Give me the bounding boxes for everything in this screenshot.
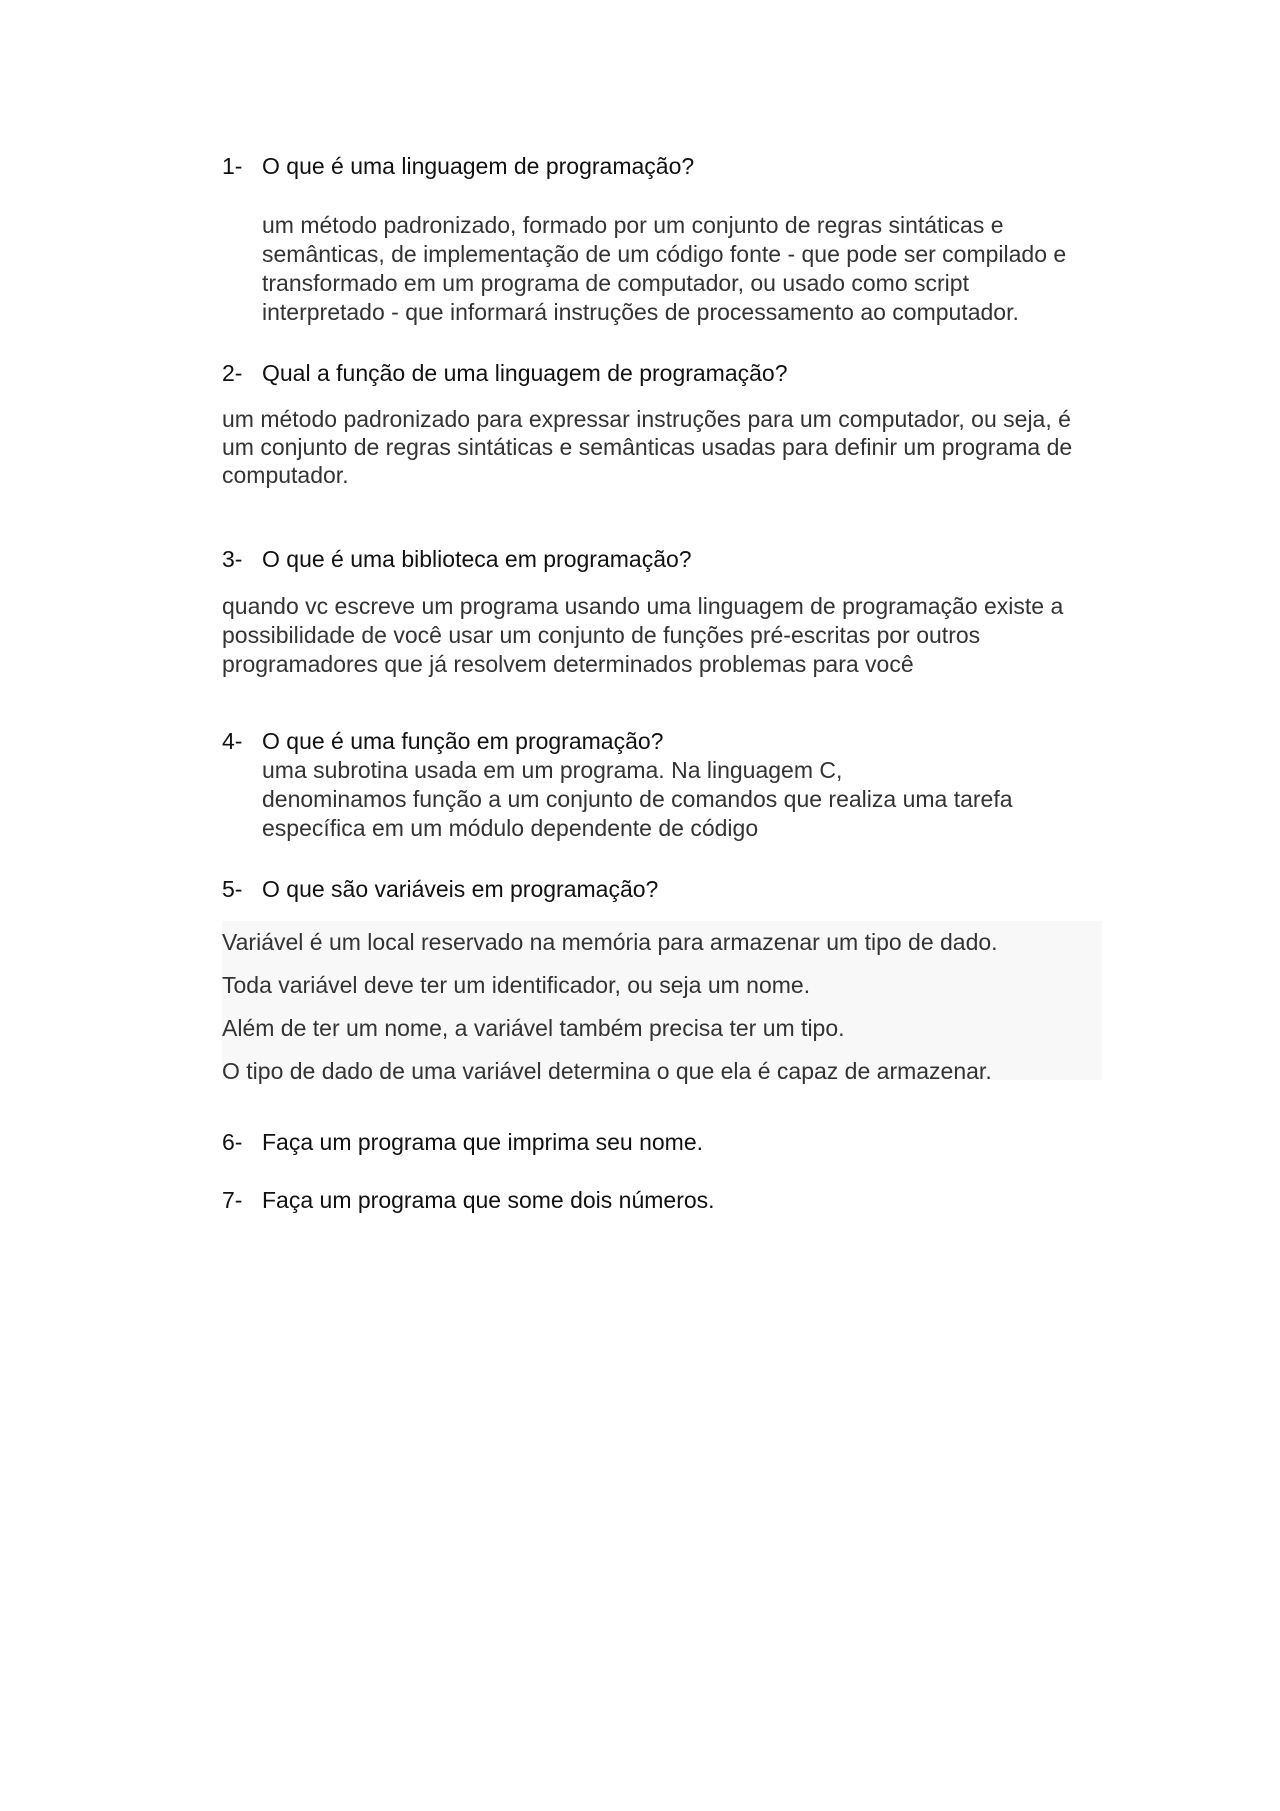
answer-1 [262,211,1066,327]
answer-1-line: um método padronizado, formado por um conjunto de regras sintáticas e [262,212,1004,238]
question-1-text: O que é uma linguagem de programação? [262,153,695,179]
question-4-number: 4- [222,728,243,754]
answer-4-line: específica em um módulo dependente de código [262,815,759,841]
answer-5-line: O tipo de dado de uma variável determina o que ela é capaz de armazenar. [222,1058,992,1084]
question-6-number: 6- [222,1129,243,1155]
answer-4 [262,756,1013,843]
question-7-text: Faça um programa que some dois números. [262,1187,715,1213]
answer-2-line: um método padronizado para expressar instruções para um computador, ou seja, é [222,406,1071,432]
answer-3-line: possibilidade de você usar um conjunto de funções pré-escritas por outros [222,622,981,648]
answer-3 [222,592,1063,679]
answer-2 [222,405,1072,489]
answer-2-line: computador. [222,462,349,488]
question-4-text: O que é uma função em programação? [262,728,664,754]
question-6-text: Faça um programa que imprima seu nome. [262,1129,704,1155]
question-2-text: Qual a função de uma linguagem de programação? [262,360,788,386]
answer-5-line: Toda variável deve ter um identificador, ou seja um nome. [222,972,811,998]
answer-1-line: transformado em um programa de computador, ou usado como script [262,270,969,296]
answer-1-line: interpretado - que informará instruções de processamento ao computador. [262,299,1019,325]
question-1-number: 1- [222,153,243,179]
answer-3-line: programadores que já resolvem determinados problemas para você [222,651,914,677]
question-2-number: 2- [222,360,243,386]
answer-2-line: um conjunto de regras sintáticas e semânticas usadas para definir um programa de [222,434,1073,460]
answer-5-line: Além de ter um nome, a variável também precisa ter um tipo. [222,1015,845,1041]
answer-1-line: semânticas, de implementação de um código fonte - que pode ser compilado e [262,241,1067,267]
question-3-text: O que é uma biblioteca em programação? [262,546,692,572]
answer-5 [222,921,998,1093]
answer-4-line: denominamos função a um conjunto de comandos que realiza uma tarefa [262,786,1013,812]
question-3-number: 3- [222,546,243,572]
question-5-number: 5- [222,876,243,902]
answer-5-line: Variável é um local reservado na memória para armazenar um tipo de dado. [222,929,998,955]
question-7-number: 7- [222,1187,243,1213]
answer-3-line: quando vc escreve um programa usando uma linguagem de programação existe a [222,593,1064,619]
answer-4-line: uma subrotina usada em um programa. Na linguagem C, [262,757,843,783]
question-5-text: O que são variáveis em programação? [262,876,659,902]
